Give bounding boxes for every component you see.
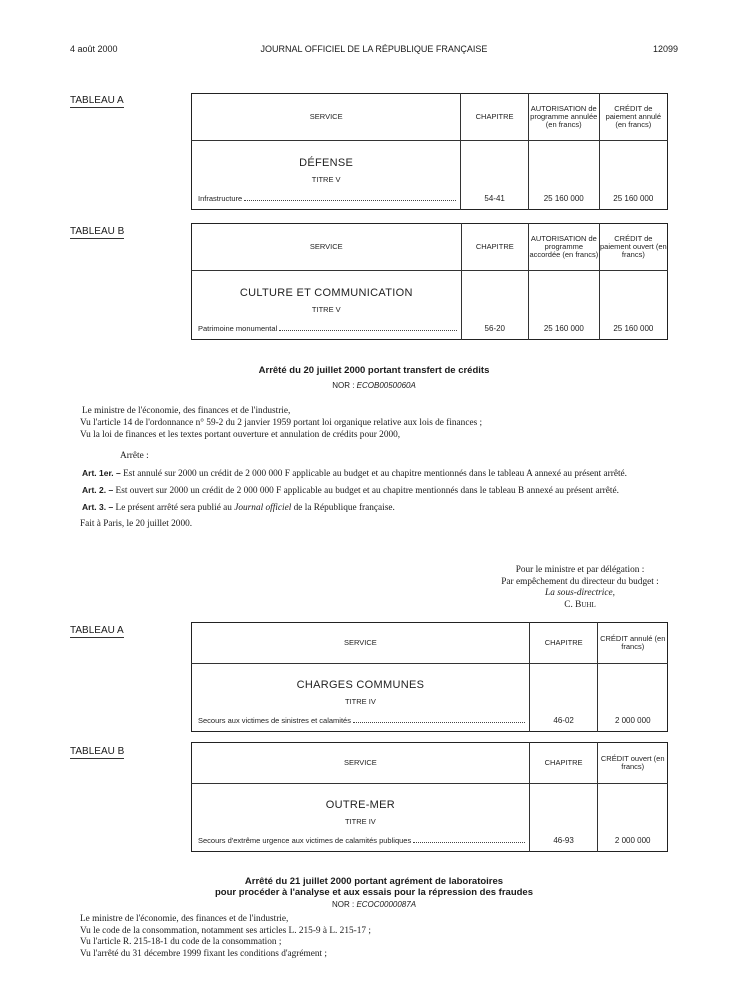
- tableau-a-top: [191, 93, 668, 210]
- item-label: Patrimoine monumental: [198, 324, 278, 333]
- sig-line-3: La sous-directrice,: [545, 588, 615, 598]
- item-label: Secours d'extrême urgence aux victimes de calamités publiques: [198, 836, 412, 845]
- article-3-label: Art. 3. –: [82, 502, 114, 512]
- col-chapitre-header: CHAPITRE: [461, 224, 528, 271]
- header-page-number: 12099: [652, 44, 678, 54]
- col-credit-header: CRÉDIT annulé (en francs): [598, 623, 668, 664]
- arrete-1-title: Arrêté du 20 juillet 2000 portant transfert de crédits: [258, 365, 490, 376]
- visa-ordonnance: Vu l'article 14 de l'ordonnance n° 59-2 du 2 janvier 1959 portant loi organique relative aux lois de finances ;: [80, 418, 483, 428]
- chapitre-value: 56-20: [461, 271, 528, 340]
- tableau-b-mid: [191, 742, 668, 852]
- credit-value: 25 160 000: [599, 271, 667, 340]
- chapitre-value: 46-02: [529, 664, 598, 732]
- journal-officiel-italic: Journal officiel: [234, 503, 292, 513]
- section-title: CHARGES COMMUNES: [296, 679, 425, 691]
- tableau-a-label: TABLEAU A: [70, 95, 124, 106]
- titre-label: TITRE V: [311, 175, 341, 184]
- article-1: [82, 467, 672, 480]
- col-credit-header: CRÉDIT de paiement annulé (en francs): [599, 94, 667, 141]
- service-cell: [192, 271, 462, 340]
- leader-dots: [244, 194, 456, 201]
- nor-code: ECOC0000087A: [356, 900, 417, 909]
- tableau-a-mid: [191, 622, 668, 732]
- arrete-2-line-1: Le ministre de l'économie, des finances et de l'industrie,: [80, 914, 289, 924]
- titre-label: TITRE IV: [344, 697, 376, 706]
- signature-block: [460, 565, 700, 611]
- nor-code: ECOB0050060A: [356, 381, 416, 390]
- col-credit-header: CRÉDIT de paiement ouvert (en francs): [599, 224, 667, 271]
- service-cell: [192, 784, 530, 852]
- item-label: Secours aux victimes de sinistres et calamités: [198, 716, 351, 725]
- article-2-label: Art. 2. –: [82, 485, 114, 495]
- col-service-header: SERVICE: [192, 743, 530, 784]
- tableau-b-top: [191, 223, 668, 340]
- credit-value: 25 160 000: [599, 141, 667, 210]
- col-autorisation-header: AUTORISATION de programme annulée (en francs): [528, 94, 599, 141]
- line-item: [192, 194, 460, 203]
- article-1-label: Art. 1er. –: [82, 468, 121, 478]
- arrete-2-title-line-1: Arrêté du 21 juillet 2000 portant agrément de laboratoires: [244, 876, 504, 887]
- header-date: 4 août 2000: [70, 44, 118, 54]
- item-label: Infrastructure: [198, 194, 243, 203]
- line-item: [192, 716, 529, 725]
- leader-dots: [353, 716, 525, 723]
- tableau-b-label: TABLEAU B: [70, 746, 125, 757]
- col-chapitre-header: CHAPITRE: [529, 623, 598, 664]
- autorisation-value: 25 160 000: [529, 271, 600, 340]
- arrete-2-nor: [70, 900, 678, 909]
- tableau-b-label: TABLEAU B: [70, 226, 125, 237]
- service-cell: [192, 664, 530, 732]
- nor-prefix: NOR :: [332, 381, 355, 390]
- page-header: [70, 44, 678, 58]
- col-service-header: SERVICE: [192, 623, 530, 664]
- autorisation-value: 25 160 000: [528, 141, 599, 210]
- arrete-2-title: [70, 876, 678, 898]
- visa-loi-finances: Vu la loi de finances et les textes portant ouverture et annulation de crédits pour 2000,: [80, 430, 401, 440]
- titre-label: TITRE V: [311, 305, 341, 314]
- nor-prefix: NOR :: [331, 900, 355, 909]
- section-title: OUTRE-MER: [325, 799, 396, 811]
- chapitre-value: 54-41: [461, 141, 529, 210]
- col-chapitre-header: CHAPITRE: [461, 94, 529, 141]
- section-title: DÉFENSE: [299, 157, 354, 169]
- col-autorisation-header: AUTORISATION de programme accordée (en francs): [529, 224, 600, 271]
- arrete-2-title-line-2: pour procéder à l'analyse et aux essais pour la répression des fraudes: [215, 887, 533, 898]
- article-3-text-c: de la République française.: [291, 503, 395, 513]
- article-2: [82, 484, 672, 497]
- col-service-header: SERVICE: [192, 94, 461, 141]
- titre-label: TITRE IV: [344, 817, 376, 826]
- sig-line-2: Par empêchement du directeur du budget :: [501, 576, 659, 587]
- line-item: [192, 324, 461, 333]
- header-journal-title: JOURNAL OFFICIEL DE LA RÉPUBLIQUE FRANÇAISE: [260, 44, 488, 54]
- arrete-2-line-2: Vu le code de la consommation, notamment ses articles L. 215-9 à L. 215-17 ;: [80, 925, 371, 936]
- arrete-1-body: [82, 405, 672, 530]
- visa-minister: Le ministre de l'économie, des finances et de l'industrie,: [82, 406, 291, 416]
- sig-line-1: Pour le ministre et par délégation :: [515, 565, 645, 575]
- tableau-a-label: TABLEAU A: [70, 625, 124, 636]
- article-2-text: Est ouvert sur 2000 un crédit de 2 000 000 F applicable au budget et au chapitre mentionnés dans le tableau B annexé au présent arrêté.: [115, 486, 619, 496]
- col-service-header: SERVICE: [192, 224, 462, 271]
- fait-a-paris: Fait à Paris, le 20 juillet 2000.: [80, 519, 193, 529]
- article-3: [82, 501, 672, 514]
- arrete-2-line-3: Vu l'article R. 215-18-1 du code de la consommation ;: [80, 937, 282, 947]
- line-item: [192, 836, 529, 845]
- credit-value: 2 000 000: [598, 664, 668, 732]
- article-1-text: Est annulé sur 2000 un crédit de 2 000 000 F applicable au budget et au chapitre mentionnés dans le tableau A annexé au présent arrêté.: [123, 469, 628, 479]
- col-chapitre-header: CHAPITRE: [529, 743, 598, 784]
- section-title: CULTURE ET COMMUNICATION: [239, 287, 413, 299]
- arrete-2-body: [80, 914, 670, 960]
- article-3-text-a: Le présent arrêté sera publié au: [115, 503, 235, 513]
- chapitre-value: 46-93: [529, 784, 598, 852]
- leader-dots: [413, 836, 525, 843]
- arrete-word: Arrête :: [120, 451, 149, 461]
- credit-value: 2 000 000: [598, 784, 668, 852]
- arrete-1-nor: [70, 381, 678, 390]
- service-cell: [192, 141, 461, 210]
- col-credit-header: CRÉDIT ouvert (en francs): [598, 743, 668, 784]
- leader-dots: [279, 324, 456, 331]
- sig-name: C. Buhl: [564, 599, 596, 610]
- arrete-2-line-4: Vu l'arrêté du 31 décembre 1999 fixant les conditions d'agrément ;: [80, 948, 328, 959]
